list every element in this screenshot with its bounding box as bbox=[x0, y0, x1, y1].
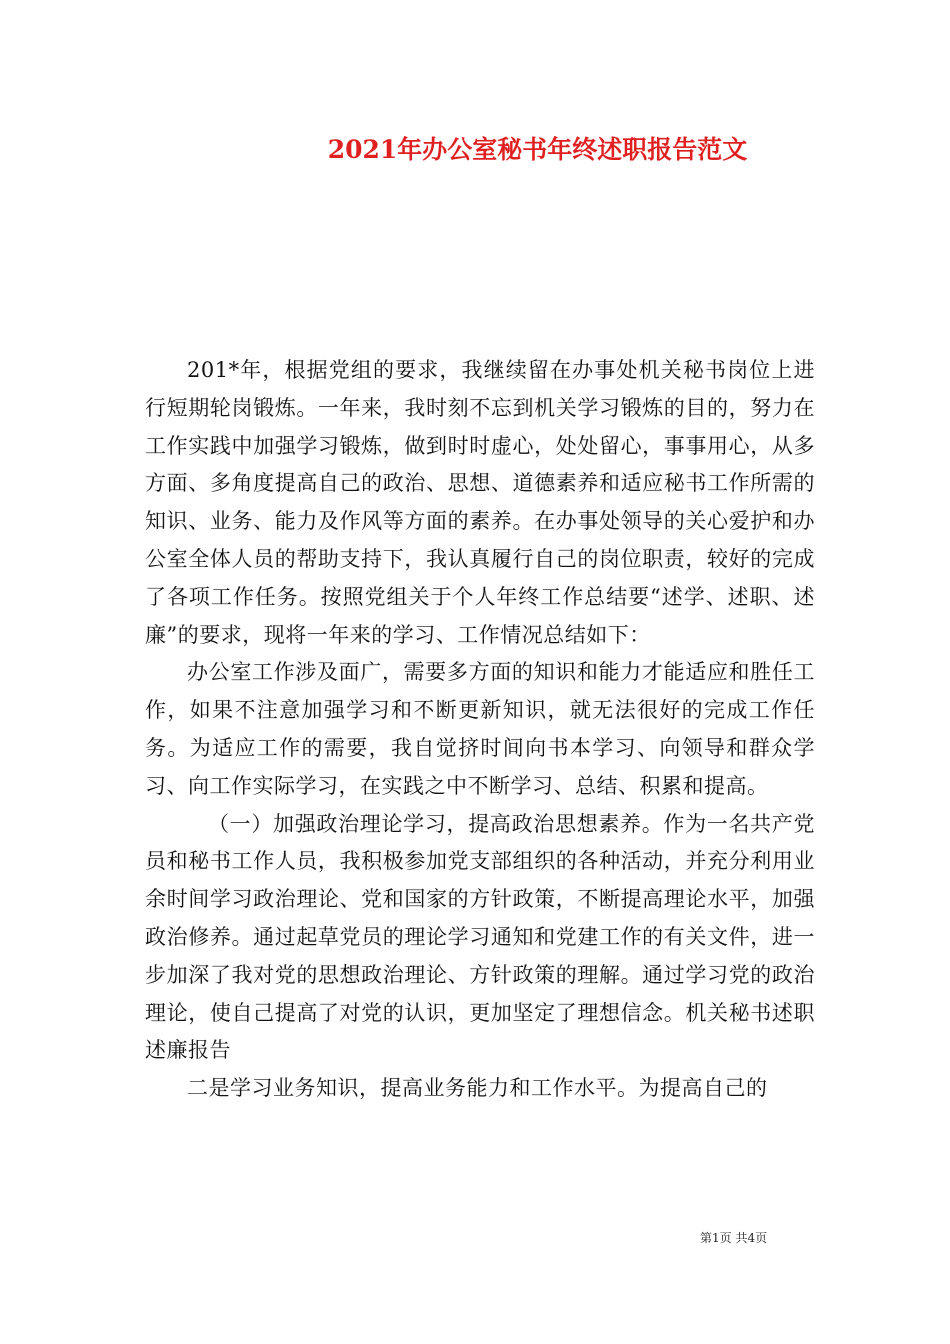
paragraph-office-work: 办公室工作涉及面广，需要多方面的知识和能力才能适应和胜任工作，如果不注意加强学习和不断更新知识，就无法很好的完成工作任务。为适应工作的需要，我自觉挤时间向书本学习、向领导和群众学习、向工作实际学习，在实践之中不断学习、总结、积累和提高。 bbox=[145, 660, 815, 798]
document-body bbox=[145, 352, 815, 1108]
paragraph-intro: 201*年，根据党组的要求，我继续留在办事处机关秘书岗位上进行短期轮岗锻炼。一年来，我时刻不忘到机关学习锻炼的目的，努力在工作实践中加强学习锻炼，做到时时虚心，处处留心，事事用心，从多方面、多角度提高自己的政治、思想、道德素养和适应秘书工作所需的知识、业务、能力及作风等方面的素养。在办事处领导的关心爱护和办公室全体人员的帮助支持下，我认真履行自己的岗位职责，较好的完成了各项工作任务。按照党组关于个人年终工作总结要“述学、述职、述廉”的要求，现将一年来的学习、工作情况总结如下： bbox=[145, 358, 815, 647]
paragraph-business-study: 二是学习业务知识，提高业务能力和工作水平。为提高自己的 bbox=[187, 1076, 768, 1101]
paragraph-political-study: （一）加强政治理论学习，提高政治思想素养。作为一名共产党员和秘书工作人员，我积极参加党支部组织的各种活动，并充分利用业余时间学习政治理论、党和国家的方针政策，不断提高理论水平，加强政治修养。通过起草党员的理论学习通知和党建工作的有关文件，进一步加深了我对党的思想政治理论、方针政策的理解。通过学习党的政治理论，使自己提高了对党的认识，更加坚定了理想信念。机关秘书述职述廉报告 bbox=[145, 811, 815, 1063]
document-title: 2021年办公室秘书年终述职报告范文 bbox=[327, 135, 748, 164]
page-number-footer: 第1页 共4页 bbox=[700, 1231, 768, 1245]
